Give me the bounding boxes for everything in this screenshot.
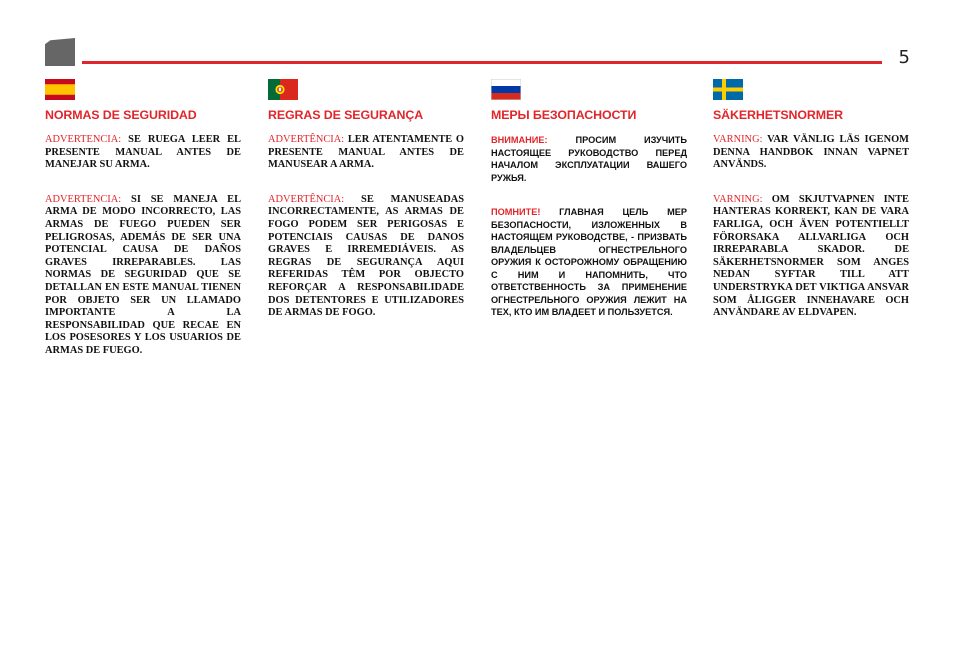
warning-paragraph: VARNING: VAR VÄNLIG LÄS IGENOM DENNA HANDBOK INNAN VAPNET ANVÄNDS. xyxy=(713,134,909,171)
warning-paragraph: ADVERTENCIA: SE RUEGA LEER EL PRESENTE MANUAL ANTES DE MANEJAR SU ARMA. xyxy=(45,134,241,171)
warning-paragraph: ADVERTÊNCIA: SE MANUSEADAS INCORRECTAMENTE, AS ARMAS DE FOGO PODEM SER PERIGOSAS E POTENCIAIS CAUSAS DE DANOS GRAVES E IRREMEDIÁVEIS. AS REGRAS DE SEGURANÇA AQUI REFERIDAS TÊM POR OBJECTO REFORÇAR A RESPONSABILIDADE DOS DETENTORES E UTILIZADORES DE ARMAS DE FOGO. xyxy=(268,193,464,319)
column-swedish xyxy=(713,79,909,342)
warning-paragraph: ADVERTENCIA: SI SE MANEJA EL ARMA DE MODO INCORRECTO, LAS ARMAS DE FUEGO PUEDEN SER PELIGROSAS, ADEMÁS DE SER UNA POTENCIAL CAUSA DE DAÑOS GRAVES IRREPARABLES. LAS NORMAS DE SEGURIDAD QUE SE DETALLAN EN ESTE MANUAL TIENEN POR OBJETO SER UN LLAMADO IMPORTANTE A LA RESPONSABILIDAD QUE RECAE EN LOS POSESORES Y LOS USUARIOS DE ARMAS DE FUEGO. xyxy=(45,193,241,356)
warning-paragraph: ВНИМАНИЕ: ПРОСИМ ИЗУЧИТЬ НАСТОЯЩЕЕ РУКОВОДСТВО ПЕРЕД НАЧАЛОМ ЭКСПЛУАТАЦИИ ВАШЕГО РУЖЬЯ. xyxy=(491,135,687,183)
section-heading: REGRAS DE SEGURANÇA xyxy=(268,108,424,122)
warning-paragraph: ADVERTÊNCIA: LER ATENTAMENTE O PRESENTE MANUAL ANTES DE MANUSEAR A ARMA. xyxy=(268,134,464,171)
section-heading: SÄKERHETSNORMER xyxy=(713,108,843,122)
page-number: 5 xyxy=(898,47,910,68)
column-russian xyxy=(491,79,687,341)
section-heading: NORMAS DE SEGURIDAD xyxy=(45,108,197,122)
warning-paragraph: VARNING: OM SKJUTVAPNEN INTE HANTERAS KORREKT, KAN DE VARA FARLIGA, OCH ÄVEN POTENTIELLT FÖRORSAKA ALLVARLIGA OCH IRREPARABLA SKADOR. DE SÄKERHETSNORMER SOM ANGES NEDAN SYFTAR TILL ATT UNDERSTRYKA DET VIKTIGA ANSVAR SOM ÅLIGGER INNEHAVARE OCH ANVÄNDARE AV ELDVAPEN. xyxy=(713,193,909,319)
header-rule xyxy=(82,61,882,64)
warning-paragraph: ПОМНИТЕ! ГЛАВНАЯ ЦЕЛЬ МЕР БЕЗОПАСНОСТИ, ИЗЛОЖЕННЫХ В НАСТОЯЩЕМ РУКОВОДСТВЕ, - ПРИЗВАТЬ ВЛАДЕЛЬЦЕВ ОГНЕСТРЕЛЬНОГО ОРУЖИЯ К ОСТОРОЖНОМУ ОБРАЩЕНИЮ С НИМ И НАПОМНИТЬ, ЧТО ОТВЕТСТВЕННОСТЬ ЗА ПРИМЕНЕНИЕ ОГНЕСТРЕЛЬНОГО ОРУЖИЯ ЛЕЖИТ НА ТЕХ, КТО ИМ ВЛАДЕЕТ И ПОЛЬЗУЕТСЯ. xyxy=(491,207,687,317)
portugal-flag-icon xyxy=(268,79,298,100)
column-spanish xyxy=(45,79,241,380)
spain-flag-icon xyxy=(45,79,75,100)
column-portuguese xyxy=(268,79,464,342)
russia-flag-icon xyxy=(491,79,521,100)
sweden-flag-icon xyxy=(713,79,743,100)
brand-logo-icon xyxy=(45,38,75,66)
section-heading: МЕРЫ БЕЗОПАСНОСТИ xyxy=(491,108,637,122)
